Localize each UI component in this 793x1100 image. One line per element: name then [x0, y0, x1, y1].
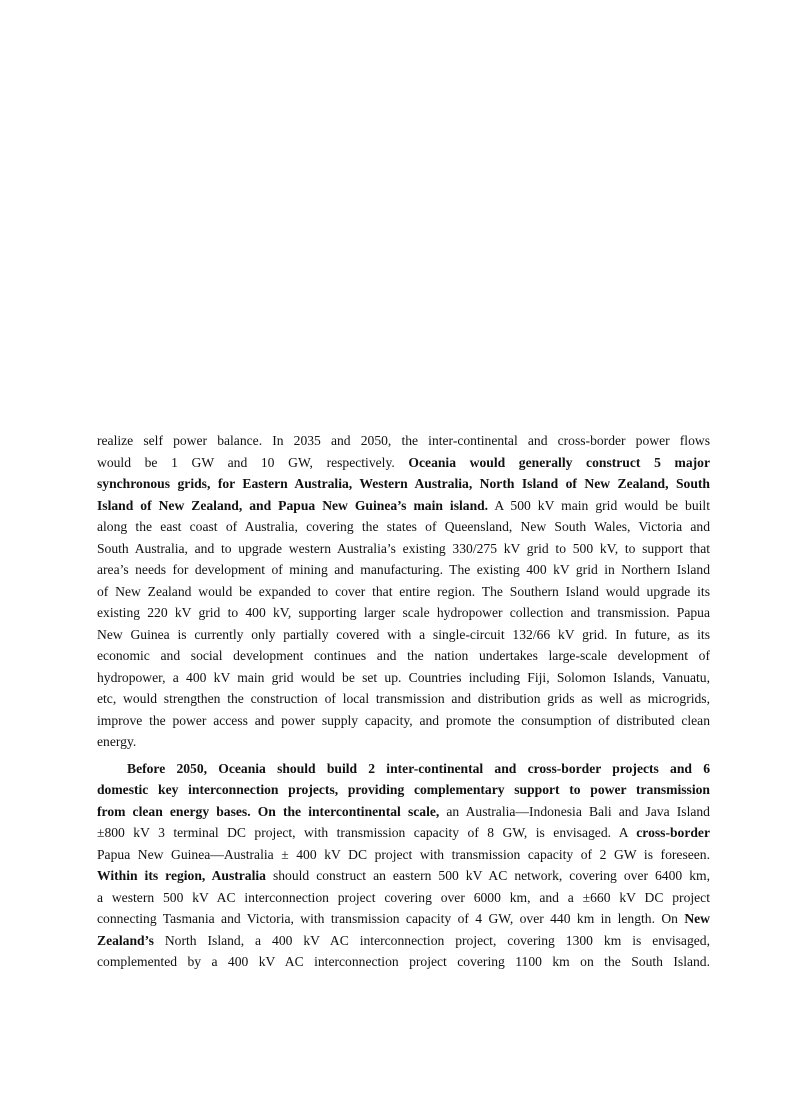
text-run: would be 1 GW and 10 GW, respectively.	[97, 454, 409, 470]
text-line	[97, 452, 710, 474]
text-line	[97, 951, 710, 973]
bold-text-run: Within its region, Australia	[97, 868, 266, 883]
bold-text-run: from clean energy bases. On the intercontinental scale,	[97, 803, 440, 819]
text-line	[97, 602, 710, 624]
text-line	[97, 516, 710, 538]
text-line	[97, 538, 710, 560]
text-run: South Australia, and to upgrade western Australia’s existing 330/275 kV grid to 500 kV, to support that	[97, 540, 710, 556]
paragraph	[97, 758, 710, 973]
text-run: ±800 kV 3 terminal DC project, with transmission capacity of 8 GW, is envisaged. A	[97, 825, 637, 840]
text-run: North Island, a 400 kV AC interconnection project, covering 1300 km is envisaged,	[153, 932, 710, 948]
text-run: complemented by a 400 kV AC interconnection project covering 1100 km on the South Island.	[97, 954, 710, 969]
text-line	[97, 779, 710, 801]
bold-text-run: domestic key interconnection projects, providing complementary support to power transmission	[97, 782, 710, 797]
text-line	[97, 559, 710, 581]
bold-text-run: cross-border	[636, 825, 710, 840]
text-run: energy.	[97, 734, 137, 749]
text-line	[97, 930, 710, 952]
text-run: A 500 kV main grid would be built	[488, 497, 710, 513]
bold-text-run: Island of New Zealand, and Papua New Guinea’s main island.	[97, 497, 489, 513]
text-line	[97, 865, 710, 887]
text-line	[97, 822, 710, 844]
text-line	[97, 908, 710, 930]
text-run: etc, would strengthen the construction of local transmission and distribution grids as well as microgrids,	[97, 691, 710, 706]
text-line	[97, 758, 710, 780]
text-run: along the east coast of Australia, covering the states of Queensland, New South Wales, Victoria and	[97, 519, 710, 534]
text-line	[97, 473, 710, 495]
text-run: New Guinea is currently only partially covered with a single-circuit 132/66 kV grid. In future, as its	[97, 626, 710, 642]
text-run: of New Zealand would be expanded to cover that entire region. The Southern Island would upgrade its	[97, 583, 710, 599]
document-page	[97, 430, 710, 973]
bold-text-run: New	[684, 911, 710, 926]
text-line	[97, 688, 710, 710]
bold-text-run: synchronous grids, for Eastern Australia, Western Australia, North Island of New Zealand, South	[97, 476, 710, 491]
text-line	[97, 844, 710, 866]
bold-text-run: Zealand’s	[97, 932, 154, 948]
text-line	[97, 667, 710, 689]
text-line	[97, 645, 710, 667]
bold-text-run: Before 2050, Oceania should build 2 inter-continental and cross-border projects and 6	[127, 760, 710, 776]
paragraph	[97, 430, 710, 753]
text-run: area’s needs for development of mining and manufacturing. The existing 400 kV grid in Northern Island	[97, 562, 710, 577]
text-line	[97, 801, 710, 823]
text-run: economic and social development continues and the nation undertakes large-scale development of	[97, 648, 710, 663]
text-run: realize self power balance. In 2035 and 2050, the inter-continental and cross-border power flows	[97, 433, 710, 448]
text-run: hydropower, a 400 kV main grid would be set up. Countries including Fiji, Solomon Islands, Vanuatu,	[97, 669, 710, 685]
text-run: connecting Tasmania and Victoria, with transmission capacity of 4 GW, over 440 km in length. On	[97, 911, 685, 926]
text-line	[97, 624, 710, 646]
text-line	[97, 430, 710, 452]
text-line	[97, 495, 710, 517]
text-line	[97, 710, 710, 732]
text-run: existing 220 kV grid to 400 kV, supporting larger scale hydropower collection and transmission. Papua	[97, 605, 710, 620]
text-run: improve the power access and power supply capacity, and promote the consumption of distributed clean	[97, 712, 710, 728]
text-run: should construct an eastern 500 kV AC network, covering over 6400 km,	[265, 868, 710, 883]
text-line	[97, 887, 710, 909]
text-run: Papua New Guinea—Australia ± 400 kV DC project with transmission capacity of 2 GW is foreseen.	[97, 846, 710, 862]
text-run: a western 500 kV AC interconnection project covering over 6000 km, and a ±660 kV DC project	[97, 889, 710, 905]
text-line	[97, 581, 710, 603]
text-line	[97, 731, 710, 753]
bold-text-run: Oceania would generally construct 5 major	[408, 454, 710, 470]
text-run: an Australia—Indonesia Bali and Java Island	[439, 803, 710, 819]
